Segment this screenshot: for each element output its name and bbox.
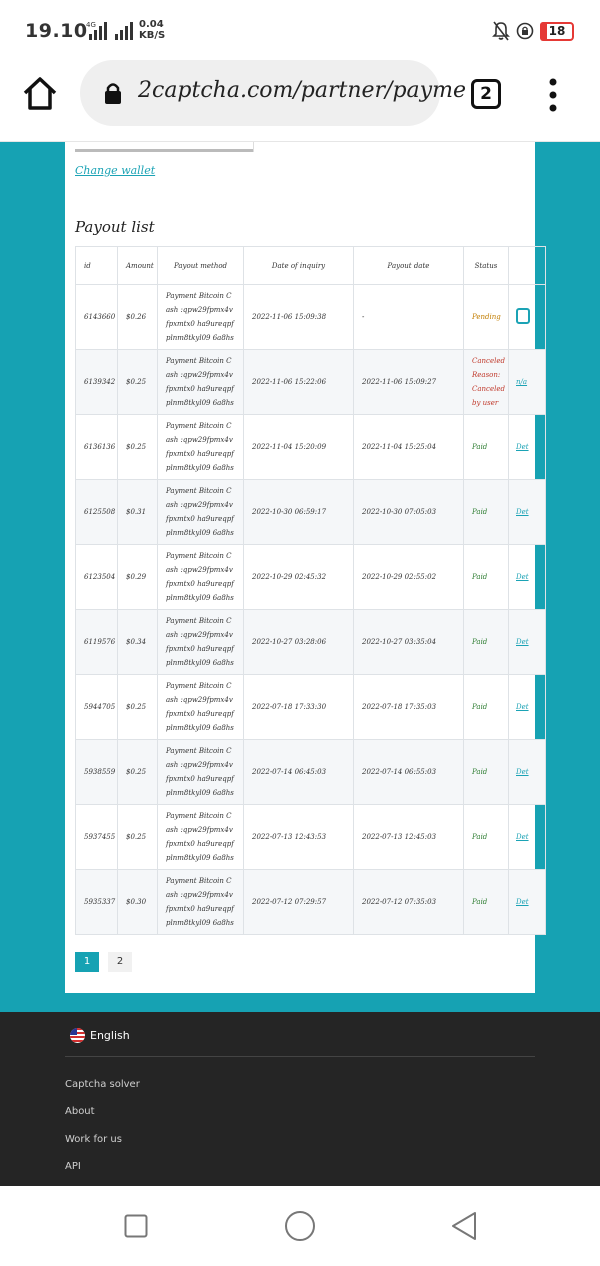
cell-payout-date: 2022-07-12 07:35:03 [354, 870, 464, 935]
table-row [76, 610, 546, 675]
cell-method: Payment Bitcoin Cash :qpw29fpmx4vfpxmtx0 ha9ureqpfplnm8tkyl09 6a8hs [158, 610, 244, 675]
cell-date-inquiry: 2022-11-06 15:09:38 [244, 285, 354, 350]
us-flag-icon [70, 1028, 85, 1043]
cell-method: Payment Bitcoin Cash :qpw29fpmx4vfpxmtx0 ha9ureqpfplnm8tkyl09 6a8hs [158, 415, 244, 480]
cell-id: 6136136 [76, 415, 118, 480]
details-link[interactable]: Det [509, 415, 546, 480]
cell-date-inquiry: 2022-07-18 17:33:30 [244, 675, 354, 740]
cell-payout-date: 2022-11-04 15:25:04 [354, 415, 464, 480]
cell-method: Payment Bitcoin Cash :qpw29fpmx4vfpxmtx0 ha9ureqpfplnm8tkyl09 6a8hs [158, 350, 244, 415]
cell-amount: $0.25 [118, 805, 158, 870]
cell-amount: $0.29 [118, 545, 158, 610]
header-payout-method: Payout method [158, 247, 244, 285]
cell-method: Payment Bitcoin Cash :qpw29fpmx4vfpxmtx0 ha9ureqpfplnm8tkyl09 6a8hs [158, 870, 244, 935]
cell-date-inquiry: 2022-10-29 02:45:32 [244, 545, 354, 610]
payout-table [75, 246, 546, 935]
details-link[interactable]: Det [509, 480, 546, 545]
cell-id: 5938559 [76, 740, 118, 805]
cell-method: Payment Bitcoin Cash :qpw29fpmx4vfpxmtx0 ha9ureqpfplnm8tkyl09 6a8hs [158, 285, 244, 350]
cell-payout-date: 2022-10-29 02:55:02 [354, 545, 464, 610]
cell-amount: $0.31 [118, 480, 158, 545]
cell-amount: $0.26 [118, 285, 158, 350]
content-card [65, 142, 535, 993]
cell-method: Payment Bitcoin Cash :qpw29fpmx4vfpxmtx0 ha9ureqpfplnm8tkyl09 6a8hs [158, 805, 244, 870]
cell-id: 6143660 [76, 285, 118, 350]
network-type-label: 4G [86, 21, 96, 29]
details-link[interactable]: Det [509, 805, 546, 870]
cell-id: 5935337 [76, 870, 118, 935]
cell-payout-date: 2022-10-30 07:05:03 [354, 480, 464, 545]
cell-date-inquiry: 2022-10-27 03:28:06 [244, 610, 354, 675]
status-icons [492, 20, 574, 42]
cell-amount: $0.34 [118, 610, 158, 675]
header-status: Status [464, 247, 509, 285]
more-options-icon[interactable] [545, 78, 561, 112]
cell-date-inquiry: 2022-07-12 07:29:57 [244, 870, 354, 935]
speed-unit: KB/S [139, 30, 166, 41]
cell-method: Payment Bitcoin Cash :qpw29fpmx4vfpxmtx0 ha9ureqpfplnm8tkyl09 6a8hs [158, 740, 244, 805]
home-nav-icon[interactable] [284, 1210, 316, 1242]
back-icon[interactable] [450, 1211, 478, 1241]
cell-status: Paid [464, 675, 509, 740]
cell-method: Payment Bitcoin Cash :qpw29fpmx4vfpxmtx0 ha9ureqpfplnm8tkyl09 6a8hs [158, 675, 244, 740]
change-wallet-link[interactable]: Change wallet [75, 164, 156, 177]
cell-payout-date: 2022-07-18 17:35:03 [354, 675, 464, 740]
details-link[interactable]: Det [509, 675, 546, 740]
cell-id: 5944705 [76, 675, 118, 740]
cell-status: Paid [464, 740, 509, 805]
signal-icon [86, 19, 136, 41]
footer-link-captcha-solver[interactable]: Captcha solver [65, 1079, 140, 1090]
table-row [76, 480, 546, 545]
payout-table-container[interactable] [75, 246, 529, 932]
cell-id: 6123504 [76, 545, 118, 610]
cell-payout-date: 2022-07-13 12:45:03 [354, 805, 464, 870]
cell-date-inquiry: 2022-11-04 15:20:09 [244, 415, 354, 480]
table-row [76, 545, 546, 610]
details-link[interactable]: Det [509, 740, 546, 805]
address-bar[interactable] [80, 60, 466, 126]
language-label[interactable]: English [90, 1029, 130, 1042]
cell-status: Paid [464, 805, 509, 870]
cell-payout-date: - [354, 285, 464, 350]
recents-icon[interactable] [124, 1214, 148, 1238]
header-actions [509, 247, 546, 285]
language-selector[interactable] [70, 1028, 130, 1043]
status-bar [0, 0, 600, 60]
speed-value: 0.04 [139, 19, 164, 30]
cell-action: n/a [509, 350, 546, 415]
cell-amount: $0.25 [118, 350, 158, 415]
cell-status: Paid [464, 415, 509, 480]
cell-status: Pending [464, 285, 509, 350]
lock-icon [104, 82, 122, 104]
tab-switcher-button[interactable]: 2 [471, 79, 501, 109]
data-saver-icon [516, 22, 534, 40]
table-row [76, 740, 546, 805]
cell-payout-date: 2022-10-27 03:35:04 [354, 610, 464, 675]
cell-method: Payment Bitcoin Cash :qpw29fpmx4vfpxmtx0 ha9ureqpfplnm8tkyl09 6a8hs [158, 545, 244, 610]
cell-method: Payment Bitcoin Cash :qpw29fpmx4vfpxmtx0 ha9ureqpfplnm8tkyl09 6a8hs [158, 480, 244, 545]
cell-id: 6139342 [76, 350, 118, 415]
clock: 19.10 [25, 20, 88, 42]
tab-divider [253, 142, 254, 152]
page-button-1[interactable]: 1 [75, 952, 99, 972]
table-row [76, 805, 546, 870]
table-row [76, 285, 546, 350]
bell-muted-icon [492, 21, 510, 41]
cell-date-inquiry: 2022-07-13 12:43:53 [244, 805, 354, 870]
header-amount: Amount [118, 247, 158, 285]
system-navigation-bar [0, 1186, 600, 1266]
footer-link-api[interactable]: API [65, 1161, 81, 1172]
cell-payout-date: 2022-11-06 15:09:27 [354, 350, 464, 415]
cell-date-inquiry: 2022-10-30 06:59:17 [244, 480, 354, 545]
cell-id: 6125508 [76, 480, 118, 545]
battery-level: 18 [548, 23, 566, 38]
payout-list-title: Payout list [75, 218, 155, 236]
battery-indicator [540, 22, 574, 41]
cell-amount: $0.25 [118, 740, 158, 805]
header-date-of-inquiry: Date of inquiry [244, 247, 354, 285]
site-footer [0, 1012, 600, 1186]
table-row [76, 675, 546, 740]
pagination [75, 952, 132, 972]
browser-toolbar [0, 60, 600, 142]
cell-status: Paid [464, 610, 509, 675]
wallet-tab-underline [75, 142, 253, 152]
cell-date-inquiry: 2022-11-06 15:22:06 [244, 350, 354, 415]
page-button-2[interactable]: 2 [108, 952, 132, 972]
cell-status: Paid [464, 545, 509, 610]
details-link[interactable]: Det [509, 610, 546, 675]
cell-date-inquiry: 2022-07-14 06:45:03 [244, 740, 354, 805]
home-icon[interactable] [20, 74, 60, 114]
cancel-checkbox[interactable] [516, 308, 530, 324]
cell-status: Canceled Reason: Canceled by user [464, 350, 509, 415]
details-link[interactable]: Det [509, 870, 546, 935]
cell-status: Paid [464, 870, 509, 935]
cell-id: 5937455 [76, 805, 118, 870]
url-text[interactable]: 2captcha.com/partner/payme [138, 78, 466, 103]
table-header-row [76, 247, 546, 285]
cell-id: 6119576 [76, 610, 118, 675]
page-background [0, 142, 600, 1012]
cell-payout-date: 2022-07-14 06:55:03 [354, 740, 464, 805]
footer-link-work-for-us[interactable]: Work for us [65, 1134, 122, 1145]
table-row [76, 870, 546, 935]
cell-amount: $0.25 [118, 675, 158, 740]
cell-amount: $0.25 [118, 415, 158, 480]
cell-action[interactable] [509, 285, 546, 350]
table-row [76, 350, 546, 415]
table-row [76, 415, 546, 480]
header-payout-date: Payout date [354, 247, 464, 285]
footer-divider [65, 1056, 535, 1057]
footer-link-about[interactable]: About [65, 1106, 95, 1117]
cell-amount: $0.30 [118, 870, 158, 935]
cell-status: Paid [464, 480, 509, 545]
header-id: id [76, 247, 118, 285]
network-speed [139, 19, 165, 41]
details-link[interactable]: Det [509, 545, 546, 610]
